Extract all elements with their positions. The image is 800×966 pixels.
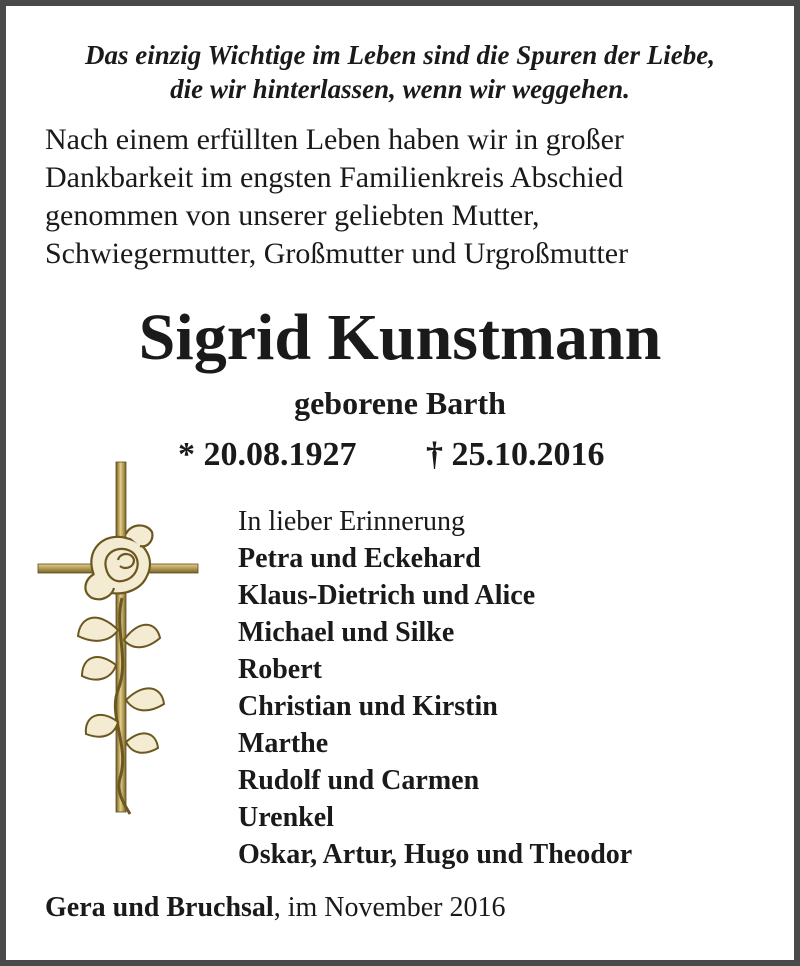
mourner-name: Rudolf und Carmen xyxy=(238,765,480,796)
intro-line-2: Dankbarkeit im engsten Familienkreis Abschied xyxy=(45,161,624,194)
mourners-heading: In lieber Erinnerung xyxy=(238,506,466,537)
quote-line-1: Das einzig Wichtige im Leben sind die Spuren der Liebe, xyxy=(84,40,715,70)
birth-date: * 20.08.1927 xyxy=(178,436,357,473)
intro-line-1: Nach einem erfüllten Leben haben wir in großer xyxy=(45,123,624,156)
intro-line-4: Schwiegermutter, Großmutter und Urgroßmutter xyxy=(45,237,629,270)
footer-place: Gera und Bruchsal xyxy=(45,892,274,923)
mourner-name: Robert xyxy=(238,654,322,685)
deceased-name: Sigrid Kunstmann xyxy=(138,301,662,374)
footer xyxy=(45,892,505,924)
birth-name: geborene Barth xyxy=(294,385,506,421)
mourner-name: Marthe xyxy=(238,728,329,759)
death-date: † 25.10.2016 xyxy=(426,436,605,473)
quote-line-2: die wir hinterlassen, wenn wir weggehen. xyxy=(170,74,630,104)
cross-with-rose-icon xyxy=(34,460,204,820)
mourner-name: Urenkel xyxy=(238,802,334,833)
mourner-name: Klaus-Dietrich und Alice xyxy=(238,580,536,611)
mourner-name: Michael und Silke xyxy=(238,617,455,648)
mourner-name: Petra und Eckehard xyxy=(238,543,481,574)
footer-date: , im November 2016 xyxy=(273,892,506,923)
mourner-name: Christian und Kirstin xyxy=(238,691,498,722)
mourner-name: Oskar, Artur, Hugo und Theodor xyxy=(238,839,633,870)
intro-line-3: genommen von unserer geliebten Mutter, xyxy=(45,199,540,232)
